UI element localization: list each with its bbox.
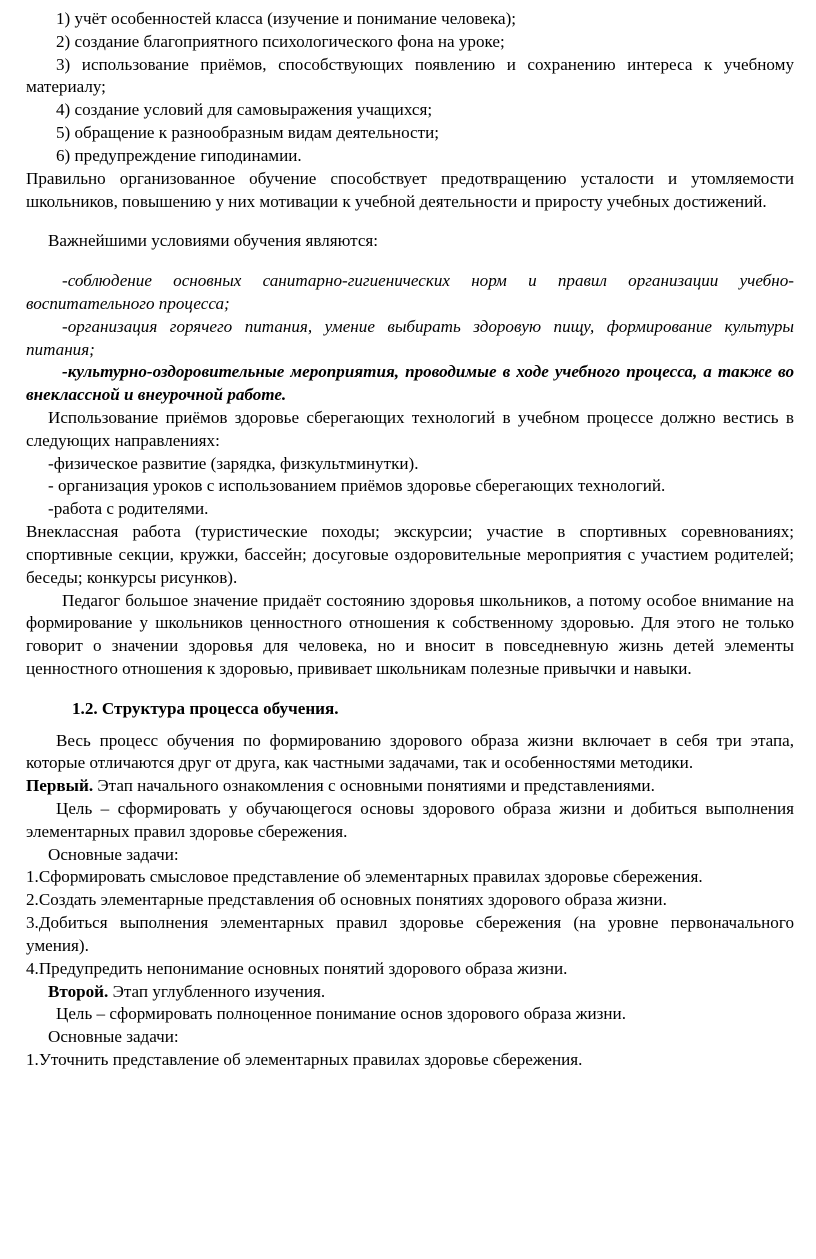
paragraph: Цель – сформировать полноценное понимание основ здорового образа жизни. bbox=[56, 1004, 626, 1024]
paragraph: Цель – сформировать у обучающегося основы здорового образа жизни и добиться выполнения элементарных правил здоровье сбережения. bbox=[26, 799, 794, 841]
paragraph-spacer bbox=[26, 681, 794, 698]
list-item: 3) использование приёмов, способствующих появлению и сохранению интереса к учебному материалу; bbox=[26, 54, 794, 97]
run-text: Этап начального ознакомления с основными понятиями и представлениями. bbox=[93, 776, 655, 796]
paragraph: -работа с родителями. bbox=[48, 499, 209, 519]
list-item: 1) учёт особенностей класса (изучение и понимание человека); bbox=[56, 9, 517, 28]
list-item: 6) предупреждение гиподинамии. bbox=[56, 145, 302, 165]
paragraph: Внеклассная работа (туристические походы; экскурсии; участие в спортивных соревнованиях; спортивные секции, кружки, бассейн; досуговые оздоровительные мероприятия с участием родителей; беседы; конкурсы рисунков). bbox=[26, 522, 794, 587]
paragraph: Основные задачи: bbox=[48, 1027, 179, 1047]
run-bold: Второй. bbox=[48, 981, 109, 1001]
paragraph: Использование приёмов здоровье сберегающих технологий в учебном процессе должно вестись в следующих направлениях: bbox=[26, 408, 794, 450]
paragraph: Правильно организованное обучение способствует предотвращению усталости и утомляемости школьников, повышению у них мотивации к учебной деятельности и приросту учебных достижений. bbox=[26, 168, 794, 211]
paragraph bbox=[26, 981, 794, 1004]
list-item: 5) обращение к разнообразным видам деятельности; bbox=[56, 123, 440, 143]
paragraph: 4.Предупредить непонимание основных понятий здорового образа жизни. bbox=[26, 958, 568, 978]
list-item: 2) создание благоприятного психологического фона на уроке; bbox=[56, 31, 505, 51]
paragraph-spacer bbox=[26, 213, 794, 230]
paragraph-spacer bbox=[26, 253, 794, 270]
paragraph: -физическое развитие (зарядка, физкультминутки). bbox=[48, 453, 419, 473]
paragraph: 1.Сформировать смысловое представление об элементарных правилах здоровье сбережения. bbox=[26, 867, 703, 887]
paragraph: - организация уроков с использованием приёмов здоровье сберегающих технологий. bbox=[48, 476, 666, 496]
run-text: Этап углубленного изучения. bbox=[108, 981, 326, 1001]
run-bold: Первый. bbox=[26, 776, 94, 796]
italic-paragraph: -организация горячего питания, умение выбирать здоровую пищу, формирование культуры питания; bbox=[26, 316, 794, 359]
paragraph bbox=[26, 775, 794, 798]
section-heading: 1.2. Структура процесса обучения. bbox=[72, 698, 339, 718]
paragraph: Весь процесс обучения по формированию здорового образа жизни включает в себя три этапа, которые отличаются друг от друга, как частными задачами, так и особенностями методики. bbox=[26, 730, 794, 773]
list-item: 4) создание условий для самовыражения учащихся; bbox=[56, 100, 433, 120]
paragraph-spacer bbox=[26, 721, 794, 730]
paragraph: 1.Уточнить представление об элементарных правилах здоровье сбережения. bbox=[26, 1049, 583, 1069]
paragraph: 3.Добиться выполнения элементарных правил здоровье сбережения (на уровне первоначального умения). bbox=[26, 913, 794, 955]
italic-paragraph: -культурно-оздоровительные мероприятия, проводимые в ходе учебного процесса, а также во внеклассной и внеурочной работе. bbox=[26, 362, 794, 405]
paragraph: 2.Создать элементарные представления об основных понятиях здорового образа жизни. bbox=[26, 890, 667, 910]
italic-paragraph: -соблюдение основных санитарно-гигиенических норм и правил организации учебно-воспитательного процесса; bbox=[26, 271, 794, 313]
paragraph: Важнейшими условиями обучения являются: bbox=[48, 231, 379, 251]
paragraph: Педагог большое значение придаёт состоянию здоровья школьников, а потому особое внимание на формирование у школьников ценностного отношения к собственному здоровью. Для этого не только говорит о значении здоровья для человека, но и вносит в повседневную жизнь детей элементы ценностного отношения к здоровью, прививает школьникам полезные привычки и навыки. bbox=[26, 590, 794, 678]
paragraph: Основные задачи: bbox=[48, 844, 179, 864]
